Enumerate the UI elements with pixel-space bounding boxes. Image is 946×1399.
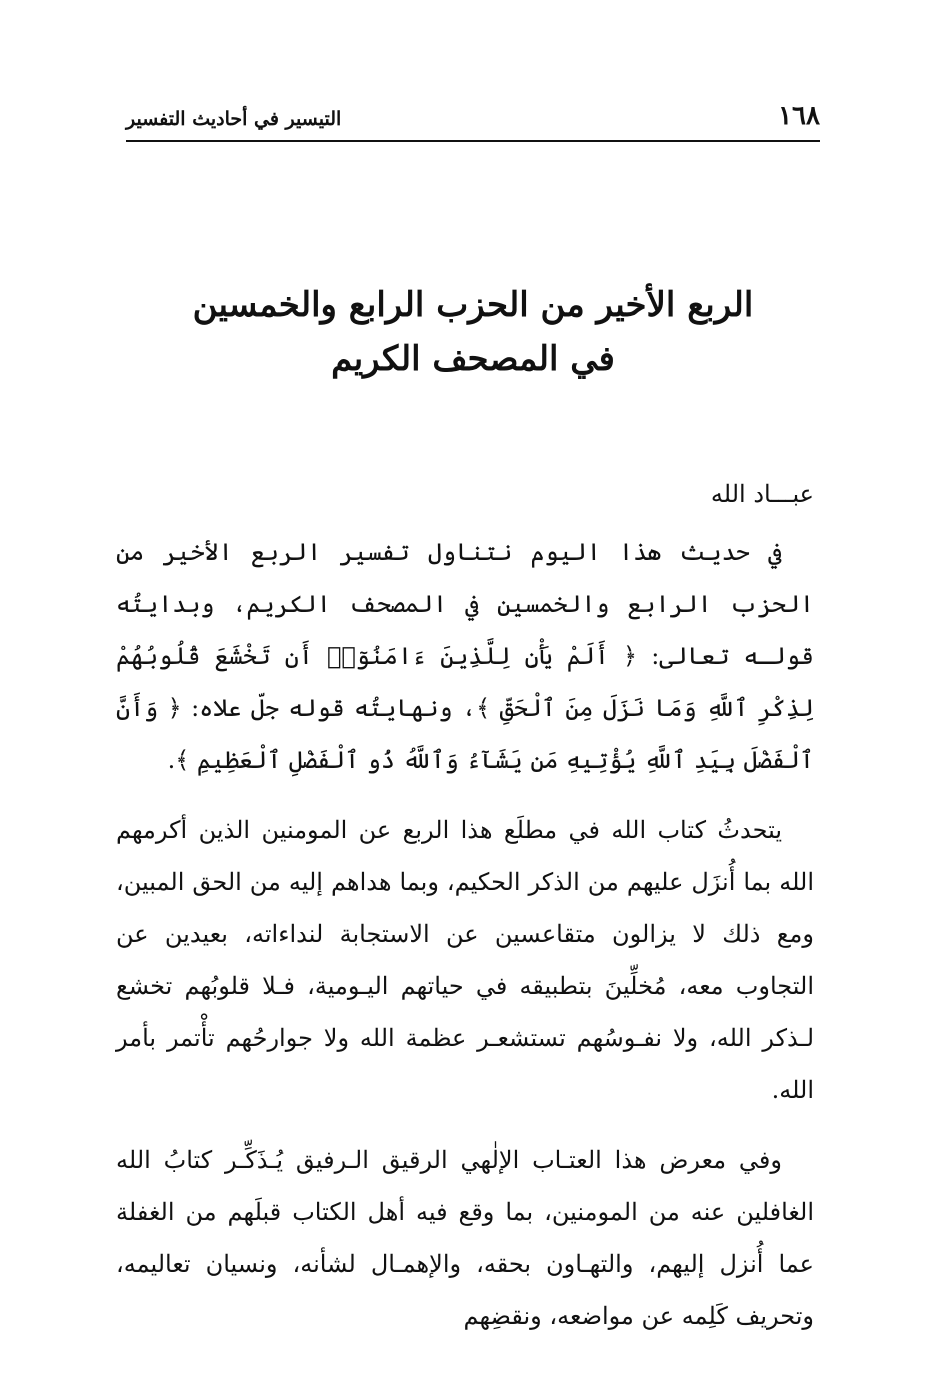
chapter-title-line-1: الربع الأخير من الحزب الرابع والخمسين xyxy=(192,285,754,325)
paragraph-1 xyxy=(116,526,814,786)
body-text xyxy=(116,468,814,1360)
chapter-title xyxy=(126,278,820,386)
paragraph-1-middle: ، ونهايتُه قوله جلّ علاه: xyxy=(191,694,477,722)
salutation: عبـــاد الله xyxy=(710,480,814,508)
quran-verse-1: ﴿ أَلَمْ يَأْنِ لِلَّذِينَ ءَامَنُوٓا۟ أَن تَخْشَعَ قُلُوبُهُمْ لِذِكْرِ ٱللَّهِ وَمَا نَزَلَ مِنَ ٱلْحَقِّ ﴾ xyxy=(116,642,814,722)
paragraph-3: وفي معرض هذا العتـاب الإلٰهي الرقيق الـرفيق يُـذَكِّـر كتابُ الله الغافلين عنه من المومنين، بما وقع فيه أهل الكتاب قبلَهم من الغفلة عما أُنزل إليهم، والتهـاون بحقه، والإهمـال لشأنه، ونسيان تعاليمه، وتحريف كَلِمه عن مواضعه، ونقضِهم xyxy=(116,1146,814,1330)
chapter-title-line-2: في المصحف الكريم xyxy=(331,339,615,379)
paragraph-1-end: . xyxy=(167,746,176,774)
page-number: ١٦٨ xyxy=(778,101,820,131)
paragraph-2: يتحدثُ كتاب الله في مطلَع هذا الربع عن المومنين الذين أكرمهم الله بما أُنزَل عليهم من الذكر الحكيم، وبما هداهم إليه من الحق المبين، ومع ذلك لا يزالون متقاعسين عن الاستجابة لنداءاته، بعيدين عن التجاوب معه، مُخلِّينَ بتطبيقه في حياتهم اليـومية، فـلا قلوبُهم تخشع لـذكر الله، ولا نفـوسُهم تستشعـر عظمة الله ولا جوارحُهم تأْتمر بأمر الله. xyxy=(116,816,815,1104)
paragraph-1-intro: في حديث هذا اليوم نتناول تفسير الربع الأخير من الحزب الرابع والخمسين في المصحف الكريم، وبدايتُه قولـه تعالى: xyxy=(116,538,814,670)
book-title: التيسير في أحاديث التفسير xyxy=(126,108,342,130)
running-header xyxy=(126,96,820,142)
quran-verse-2: ﴿ وَأَنَّ ٱلْفَضْلَ بِيَدِ ٱللَّهِ يُؤْتِيهِ مَن يَشَآءُ وَٱللَّهُ ذُو ٱلْفَضْلِ ٱلْعَظِيمِ ﴾ xyxy=(116,694,814,774)
